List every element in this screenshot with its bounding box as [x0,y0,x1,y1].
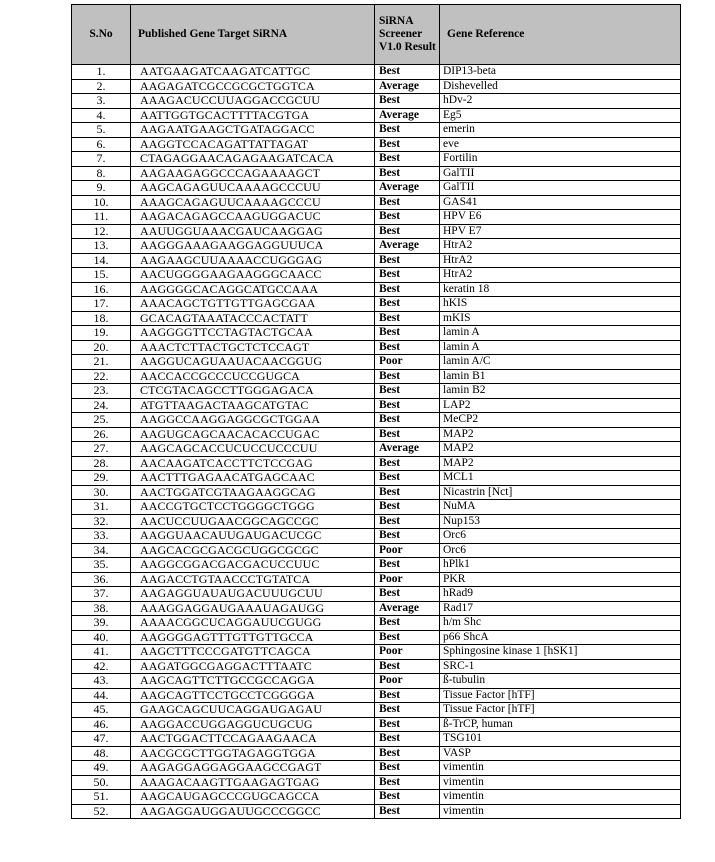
cell-sirna-sequence: AAGGGGAGTTTGTTGTTGCCA [131,630,375,645]
cell-sno: 26. [72,427,131,442]
cell-sirna-sequence: AAGGCGGACGACGACUCCUUC [131,558,375,573]
cell-sirna-sequence: AAGCAGCACCUCUCCUCCCUU [131,442,375,457]
cell-sno: 7. [72,152,131,167]
cell-sirna-sequence: AAGATGGCGAGGACTTTAATC [131,659,375,674]
cell-gene-reference: ß-TrCP, human [440,717,681,732]
table-row [72,297,681,312]
cell-screener-result: Best [375,558,440,573]
table-row [72,456,681,471]
cell-screener-result: Best [375,717,440,732]
cell-sno: 6. [72,137,131,152]
cell-gene-reference: HtrA2 [440,253,681,268]
cell-screener-result: Best [375,340,440,355]
table-row [72,94,681,109]
cell-gene-reference: LAP2 [440,398,681,413]
table-row [72,137,681,152]
table-row [72,688,681,703]
cell-sno: 23. [72,384,131,399]
table-row [72,181,681,196]
cell-sirna-sequence: CTCGTACAGCCTTGGGAGACA [131,384,375,399]
table-row [72,601,681,616]
cell-gene-reference: HPV E7 [440,224,681,239]
cell-sirna-sequence: AAGAGGUAUAUGACUUUGCUU [131,587,375,602]
cell-screener-result: Best [375,630,440,645]
cell-sno: 46. [72,717,131,732]
cell-sirna-sequence: AATGAAGATCAAGATCATTGC [131,65,375,80]
cell-gene-reference: hDv-2 [440,94,681,109]
cell-screener-result: Best [375,94,440,109]
cell-gene-reference: keratin 18 [440,282,681,297]
table-row [72,442,681,457]
cell-sirna-sequence: AAACTCTTACTGCTCTCCAGT [131,340,375,355]
cell-sno: 37. [72,587,131,602]
table-row [72,746,681,761]
cell-screener-result: Best [375,253,440,268]
cell-gene-reference: ß-tubulin [440,674,681,689]
cell-gene-reference: NuMA [440,500,681,515]
cell-screener-result: Best [375,123,440,138]
cell-sno: 50. [72,775,131,790]
sirna-results-table [71,4,681,819]
cell-sno: 31. [72,500,131,515]
cell-screener-result: Average [375,239,440,254]
table-row [72,732,681,747]
table-header-row [72,5,681,65]
cell-screener-result: Best [375,427,440,442]
cell-sno: 16. [72,282,131,297]
cell-sno: 49. [72,761,131,776]
cell-sirna-sequence: AAAGCAGAGUUCAAAAGCCCU [131,195,375,210]
cell-sirna-sequence: AAGGGAAAGAAGGAGGUUUCA [131,239,375,254]
cell-sno: 8. [72,166,131,181]
cell-sno: 21. [72,355,131,370]
cell-gene-reference: Tissue Factor [hTF] [440,688,681,703]
cell-sno: 4. [72,108,131,123]
cell-screener-result: Best [375,616,440,631]
table-row [72,384,681,399]
table-row [72,558,681,573]
cell-screener-result: Best [375,529,440,544]
cell-gene-reference: SRC-1 [440,659,681,674]
cell-gene-reference: GalTII [440,181,681,196]
cell-sno: 20. [72,340,131,355]
cell-screener-result: Best [375,311,440,326]
cell-sirna-sequence: AAGCACGCGACGCUGGCGCGC [131,543,375,558]
table-row [72,152,681,167]
table-row [72,224,681,239]
cell-gene-reference: HPV E6 [440,210,681,225]
cell-gene-reference: hKIS [440,297,681,312]
table-row [72,239,681,254]
cell-sirna-sequence: ATGTTAAGACTAAGCATGTAC [131,398,375,413]
cell-screener-result: Best [375,398,440,413]
cell-sirna-sequence: AATTGGTGCACTTTTACGTGA [131,108,375,123]
cell-sirna-sequence: AAAGACUCCUUAGGACCGCUU [131,94,375,109]
cell-screener-result: Poor [375,645,440,660]
cell-screener-result: Best [375,65,440,80]
cell-screener-result: Best [375,485,440,500]
cell-screener-result: Best [375,790,440,805]
table-row [72,195,681,210]
cell-sno: 30. [72,485,131,500]
cell-sirna-sequence: AACTGGATCGTAAGAAGGCAG [131,485,375,500]
cell-sirna-sequence: AAGAAGCUUAAAACCUGGGAG [131,253,375,268]
cell-sirna-sequence: AAGAGGAGGAGGAAGCCGAGT [131,761,375,776]
cell-screener-result: Best [375,761,440,776]
cell-gene-reference: Eg5 [440,108,681,123]
cell-sno: 43. [72,674,131,689]
cell-gene-reference: HtrA2 [440,239,681,254]
cell-screener-result: Best [375,282,440,297]
table-row [72,340,681,355]
cell-screener-result: Best [375,268,440,283]
cell-sirna-sequence: GCACAGTAAATACCCACTATT [131,311,375,326]
cell-gene-reference: vimentin [440,761,681,776]
header-sno: S.No [72,5,131,65]
cell-sirna-sequence: AAGGUCAGUAAUACAACGGUG [131,355,375,370]
cell-sno: 32. [72,514,131,529]
cell-gene-reference: eve [440,137,681,152]
cell-sirna-sequence: AAGCAGAGUUCAAAAGCCCUU [131,181,375,196]
table-row [72,587,681,602]
table-row [72,775,681,790]
table-row [72,166,681,181]
cell-screener-result: Best [375,804,440,819]
cell-sirna-sequence: AAGCTTTCCCGATGTTCAGCA [131,645,375,660]
cell-screener-result: Average [375,79,440,94]
cell-sno: 15. [72,268,131,283]
cell-sno: 25. [72,413,131,428]
cell-screener-result: Best [375,732,440,747]
cell-screener-result: Best [375,775,440,790]
cell-sirna-sequence: AAGGTCCACAGATTATTAGAT [131,137,375,152]
cell-sirna-sequence: AAGAAGAGGCCCAGAAAAGCT [131,166,375,181]
cell-sirna-sequence: AACGCGCTTGGTAGAGGTGGA [131,746,375,761]
cell-screener-result: Best [375,413,440,428]
cell-sirna-sequence: AAGAGGAUGGAUUGCCCGGCC [131,804,375,819]
cell-gene-reference: GAS41 [440,195,681,210]
table-row [72,369,681,384]
cell-sirna-sequence: AAGUGCAGCAACACACCUGAC [131,427,375,442]
cell-sno: 41. [72,645,131,660]
table-row [72,79,681,94]
cell-sno: 19. [72,326,131,341]
cell-screener-result: Best [375,500,440,515]
cell-sno: 11. [72,210,131,225]
cell-screener-result: Best [375,659,440,674]
cell-gene-reference: MeCP2 [440,413,681,428]
cell-gene-reference: vimentin [440,775,681,790]
cell-gene-reference: lamin A/C [440,355,681,370]
cell-sirna-sequence: AAGCAUGAGCCCGUGCAGCCA [131,790,375,805]
table-row [72,761,681,776]
cell-sno: 40. [72,630,131,645]
cell-sirna-sequence: AAAACGGCUCAGGAUUCGUGG [131,616,375,631]
cell-gene-reference: HtrA2 [440,268,681,283]
cell-screener-result: Best [375,514,440,529]
cell-sno: 17. [72,297,131,312]
table-row [72,210,681,225]
cell-screener-result: Best [375,703,440,718]
cell-screener-result: Best [375,688,440,703]
cell-sirna-sequence: AAACAGCTGTTGTTGAGCGAA [131,297,375,312]
cell-sno: 33. [72,529,131,544]
cell-sno: 51. [72,790,131,805]
table-row [72,485,681,500]
cell-sno: 45. [72,703,131,718]
table-row [72,674,681,689]
cell-sirna-sequence: AACUGGGGAAGAAGGGCAACC [131,268,375,283]
cell-screener-result: Poor [375,572,440,587]
cell-gene-reference: DIP13-beta [440,65,681,80]
cell-sno: 10. [72,195,131,210]
cell-sirna-sequence: AACAAGATCACCTTCTCCGAG [131,456,375,471]
cell-gene-reference: hRad9 [440,587,681,602]
cell-sno: 47. [72,732,131,747]
cell-sno: 12. [72,224,131,239]
cell-sirna-sequence: AAGCAGTTCCTGCCTCGGGGA [131,688,375,703]
cell-gene-reference: VASP [440,746,681,761]
cell-gene-reference: GalTII [440,166,681,181]
cell-screener-result: Best [375,369,440,384]
cell-sno: 34. [72,543,131,558]
cell-sno: 22. [72,369,131,384]
cell-sno: 3. [72,94,131,109]
table-row [72,65,681,80]
cell-sirna-sequence: AACCGTGCTCCTGGGGCTGGG [131,500,375,515]
cell-sirna-sequence: AACCACCGCCCUCCGUGCA [131,369,375,384]
cell-screener-result: Best [375,456,440,471]
cell-sno: 48. [72,746,131,761]
cell-sirna-sequence: AAAGACAAGTTGAAGAGTGAG [131,775,375,790]
cell-gene-reference: Nup153 [440,514,681,529]
cell-gene-reference: hPlk1 [440,558,681,573]
table-row [72,790,681,805]
table-row [72,616,681,631]
cell-screener-result: Best [375,587,440,602]
table-row [72,804,681,819]
cell-sno: 1. [72,65,131,80]
table-row [72,572,681,587]
cell-sirna-sequence: AACTGGACTTCCAGAAGAACA [131,732,375,747]
cell-sno: 14. [72,253,131,268]
cell-sno: 24. [72,398,131,413]
cell-screener-result: Best [375,195,440,210]
cell-sirna-sequence: AAGAATGAAGCTGATAGGACC [131,123,375,138]
cell-sno: 29. [72,471,131,486]
cell-sirna-sequence: AACTTTGAGAACATGAGCAAC [131,471,375,486]
table-row [72,659,681,674]
table-row [72,717,681,732]
table-row [72,108,681,123]
table-row [72,355,681,370]
cell-gene-reference: MAP2 [440,456,681,471]
cell-sirna-sequence: AAGGUAACAUUGAUGACUCGC [131,529,375,544]
cell-sirna-sequence: AAGGACCUGGAGGUCUGCUG [131,717,375,732]
cell-screener-result: Poor [375,543,440,558]
cell-screener-result: Best [375,210,440,225]
header-published-sirna: Published Gene Target SiRNA [131,5,375,65]
cell-gene-reference: vimentin [440,804,681,819]
cell-screener-result: Average [375,601,440,616]
cell-screener-result: Best [375,326,440,341]
cell-sno: 38. [72,601,131,616]
table-row [72,413,681,428]
cell-gene-reference: lamin B2 [440,384,681,399]
cell-screener-result: Average [375,442,440,457]
cell-sirna-sequence: AAGAGATCGCCGCGCTGGTCA [131,79,375,94]
table-row [72,703,681,718]
cell-gene-reference: lamin B1 [440,369,681,384]
table-row [72,500,681,515]
cell-gene-reference: p66 ShcA [440,630,681,645]
cell-screener-result: Best [375,224,440,239]
cell-gene-reference: mKIS [440,311,681,326]
cell-sirna-sequence: AAGGCCAAGGAGGCGCTGGAA [131,413,375,428]
table-row [72,543,681,558]
cell-screener-result: Best [375,384,440,399]
cell-screener-result: Best [375,137,440,152]
table-row [72,398,681,413]
cell-gene-reference: lamin A [440,340,681,355]
cell-sirna-sequence: GAAGCAGCUUCAGGAUGAGAU [131,703,375,718]
cell-screener-result: Poor [375,674,440,689]
table-body [72,65,681,819]
cell-gene-reference: Tissue Factor [hTF] [440,703,681,718]
header-gene-reference: Gene Reference [440,5,681,65]
table-row [72,630,681,645]
cell-sirna-sequence: AAUUGGUAAACGAUCAAGGAG [131,224,375,239]
cell-sirna-sequence: AAGGGGTTCCTAGTACTGCAA [131,326,375,341]
cell-gene-reference: Sphingosine kinase 1 [hSK1] [440,645,681,660]
cell-gene-reference: lamin A [440,326,681,341]
cell-sno: 35. [72,558,131,573]
cell-sno: 2. [72,79,131,94]
cell-sno: 44. [72,688,131,703]
cell-gene-reference: h/m Shc [440,616,681,631]
cell-gene-reference: MAP2 [440,427,681,442]
cell-sirna-sequence: AAGACAGAGCCAAGUGGACUC [131,210,375,225]
cell-sno: 18. [72,311,131,326]
cell-screener-result: Poor [375,355,440,370]
table-row [72,282,681,297]
cell-gene-reference: MCL1 [440,471,681,486]
cell-sirna-sequence: AACUCCUUGAACGGCAGCCGC [131,514,375,529]
table-row [72,253,681,268]
cell-sirna-sequence: AAGGGGCACAGGCATGCCAAA [131,282,375,297]
cell-screener-result: Average [375,181,440,196]
cell-gene-reference: Dishevelled [440,79,681,94]
cell-sirna-sequence: AAAGGAGGAUGAAAUAGAUGG [131,601,375,616]
table-row [72,427,681,442]
cell-sirna-sequence: AAGACCTGTAACCCTGTATCA [131,572,375,587]
cell-gene-reference: Nicastrin [Nct] [440,485,681,500]
cell-sirna-sequence: CTAGAGGAACAGAGAAGATCACA [131,152,375,167]
cell-screener-result: Best [375,746,440,761]
table-row [72,471,681,486]
cell-gene-reference: Rad17 [440,601,681,616]
cell-sno: 13. [72,239,131,254]
cell-gene-reference: MAP2 [440,442,681,457]
cell-sno: 28. [72,456,131,471]
cell-gene-reference: TSG101 [440,732,681,747]
cell-sirna-sequence: AAGCAGTTCTTGCCGCCAGGA [131,674,375,689]
cell-sno: 52. [72,804,131,819]
cell-gene-reference: Orc6 [440,543,681,558]
cell-gene-reference: PKR [440,572,681,587]
table-row [72,326,681,341]
cell-sno: 42. [72,659,131,674]
cell-screener-result: Average [375,108,440,123]
cell-sno: 36. [72,572,131,587]
header-screener-result: SiRNA Screener V1.0 Result [375,5,440,65]
table-row [72,268,681,283]
table-row [72,645,681,660]
cell-gene-reference: Fortilin [440,152,681,167]
cell-screener-result: Best [375,152,440,167]
cell-sno: 9. [72,181,131,196]
cell-sno: 39. [72,616,131,631]
cell-sno: 27. [72,442,131,457]
cell-screener-result: Best [375,297,440,312]
cell-gene-reference: emerin [440,123,681,138]
table-row [72,529,681,544]
table-row [72,514,681,529]
cell-sno: 5. [72,123,131,138]
cell-gene-reference: vimentin [440,790,681,805]
cell-gene-reference: Orc6 [440,529,681,544]
cell-screener-result: Best [375,471,440,486]
table-row [72,311,681,326]
table-row [72,123,681,138]
cell-screener-result: Best [375,166,440,181]
